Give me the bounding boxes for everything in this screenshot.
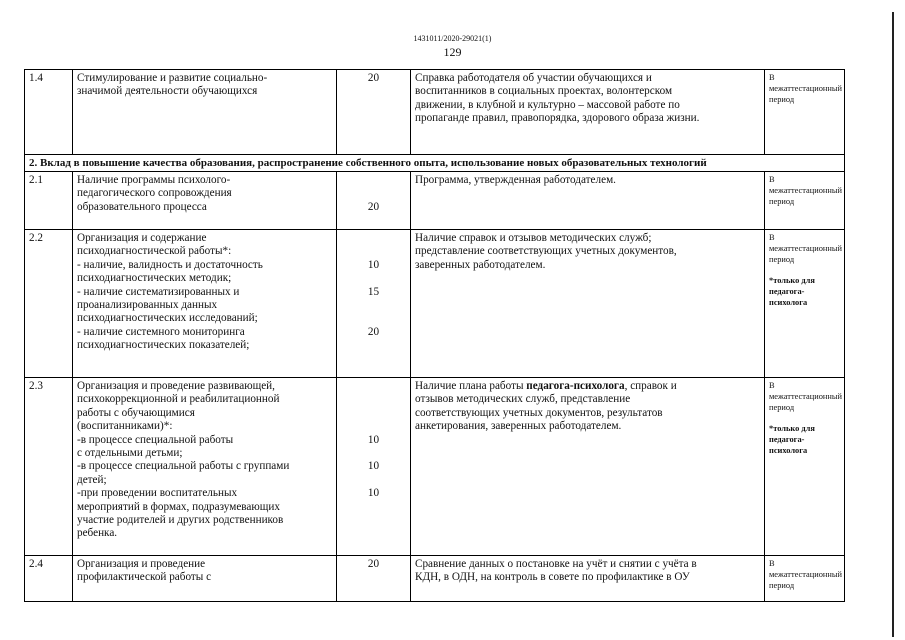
evidence-line: Программа, утвержденная работодателем.: [415, 174, 616, 186]
page-edge-line: [892, 12, 894, 637]
evidence-line: анкетирования, заверенных работодателем.: [415, 420, 622, 433]
evidence-line: Наличие плана работы педагога-психолога, справок и: [415, 380, 677, 392]
criterion-line: - наличие системного мониторинга: [77, 325, 245, 338]
evidence-line: Сравнение данных о постановке на учёт и снятии с учёта в: [415, 558, 697, 570]
criterion-line: Организация и проведение: [77, 558, 206, 570]
criterion-line: образовательного процесса: [77, 200, 207, 213]
table-row-2-3: [25, 378, 845, 556]
evidence-cell: [411, 230, 765, 378]
criterion-cell: [73, 230, 337, 378]
points-cell: 20: [337, 172, 411, 230]
evidence-cell: [411, 172, 765, 230]
table-row-2-4: [25, 556, 845, 602]
criterion-cell: [73, 70, 337, 155]
criterion-line: профилактической работы с: [77, 571, 212, 584]
criterion-line: работы с обучающимися: [77, 406, 195, 419]
criterion-cell: [73, 378, 337, 556]
evidence-line: движении, в клубной и культурно – массовой работе по: [415, 98, 680, 111]
period-line: В: [769, 381, 775, 390]
page-number: 129: [443, 45, 462, 59]
criterion-cell: [73, 556, 337, 602]
evidence-line: пропаганде правил, правопорядка, здорового образа жизни.: [415, 112, 700, 125]
points-cell: [337, 378, 411, 556]
evidence-line: представление соответствующих учетных документов,: [415, 245, 677, 258]
criterion-line: (воспитанниками)*:: [77, 420, 173, 433]
criterion-line: Организация и содержание: [77, 232, 207, 244]
criterion-line: - наличие, валидность и достаточность: [77, 258, 263, 271]
evidence-cell: [411, 556, 765, 602]
period-cell: [765, 230, 845, 378]
evidence-line: Справка работодателя об участии обучающихся и: [415, 72, 652, 84]
row-number: 1.4: [25, 70, 73, 155]
criterion-line: мероприятий в формах, подразумевающих: [77, 500, 280, 513]
criterion-line: участие родителей и других родственников: [77, 514, 284, 527]
evidence-line: воспитанников в социальных проектах, волонтерском: [415, 85, 673, 98]
table-row-2-2: [25, 230, 845, 378]
period-cell: [765, 70, 845, 155]
period-line: В: [769, 175, 775, 184]
period-line: период: [769, 197, 795, 206]
points-value: 20: [367, 325, 380, 338]
criterion-line: Наличие программы психолого-: [77, 174, 231, 186]
psychologist-only-note: *только для педагога-психолога: [769, 424, 815, 455]
document-id: 1431011/2020-29021(1): [413, 34, 492, 43]
psychologist-only-note: *только для педагога-психолога: [769, 276, 815, 307]
criterion-line: Организация и проведение развивающей,: [77, 380, 275, 392]
criterion-line: - наличие систематизированных и: [77, 285, 240, 298]
evidence-line: КДН, в ОДН, на контроль в совете по профилактике в ОУ: [415, 571, 690, 584]
evidence-line: заверенных работодателем.: [415, 258, 546, 271]
points-value: 10: [367, 487, 380, 500]
row-number: 2.4: [25, 556, 73, 602]
criterion-line: Стимулирование и развитие социально-: [77, 72, 268, 84]
criterion-line: -в процессе специальной работы: [77, 433, 234, 446]
points-value: 10: [367, 258, 380, 271]
evidence-line: отзывов методических служб, представление: [415, 393, 631, 406]
evidence-line: Наличие справок и отзывов методических служб;: [415, 232, 652, 244]
period-line: В: [769, 559, 775, 568]
criterion-line: с отдельными детьми;: [77, 447, 183, 460]
section-title: 2. Вклад в повышение качества образования, распространение собственного опыта, использование новых образовательных технологий: [25, 155, 845, 172]
period-cell: [765, 378, 845, 556]
criterion-line: значимой деятельности обучающихся: [77, 85, 258, 98]
criterion-line: детей;: [77, 473, 107, 486]
criterion-line: психодиагностической работы*:: [77, 245, 232, 258]
period-cell: [765, 172, 845, 230]
criterion-line: психодиагностических методик;: [77, 272, 232, 285]
period-line: период: [769, 403, 795, 412]
table-row-1-4: [25, 70, 845, 155]
evidence-cell: [411, 70, 765, 155]
period-line: В: [769, 73, 775, 82]
criterion-line: психодиагностических показателей;: [77, 339, 250, 352]
period-line: межаттестационный: [769, 392, 842, 401]
period-cell: [765, 556, 845, 602]
points-cell: 20: [337, 70, 411, 155]
row-number: 2.3: [25, 378, 73, 556]
points-value: 15: [367, 285, 380, 298]
points-cell: [337, 230, 411, 378]
criterion-line: -в процессе специальной работы с группами: [77, 460, 290, 473]
period-line: межаттестационный: [769, 570, 842, 579]
criterion-line: ребенка.: [77, 527, 118, 540]
evidence-line: соответствующих учетных документов, результатов: [415, 406, 663, 419]
psychologist-emphasis: педагога-психолога: [526, 380, 625, 392]
period-line: межаттестационный: [769, 84, 842, 93]
points-value: 10: [367, 460, 380, 473]
period-line: период: [769, 255, 795, 264]
criterion-line: психодиагностических исследований;: [77, 312, 258, 325]
row-number: 2.2: [25, 230, 73, 378]
evidence-cell: [411, 378, 765, 556]
criterion-line: психокоррекционной и реабилитационной: [77, 393, 280, 406]
period-line: межаттестационный: [769, 186, 842, 195]
period-line: период: [769, 581, 795, 590]
row-number: 2.1: [25, 172, 73, 230]
criterion-line: педагогического сопровождения: [77, 187, 232, 200]
criterion-cell: [73, 172, 337, 230]
criteria-table: [24, 69, 845, 602]
section-heading-row: [25, 155, 845, 172]
table-row-2-1: [25, 172, 845, 230]
period-line: В: [769, 233, 775, 242]
criterion-line: -при проведении воспитательных: [77, 487, 238, 500]
period-line: межаттестационный: [769, 244, 842, 253]
period-line: период: [769, 95, 795, 104]
points-cell: 20: [337, 556, 411, 602]
points-value: 10: [367, 433, 380, 446]
criterion-line: проанализированных данных: [77, 299, 218, 312]
